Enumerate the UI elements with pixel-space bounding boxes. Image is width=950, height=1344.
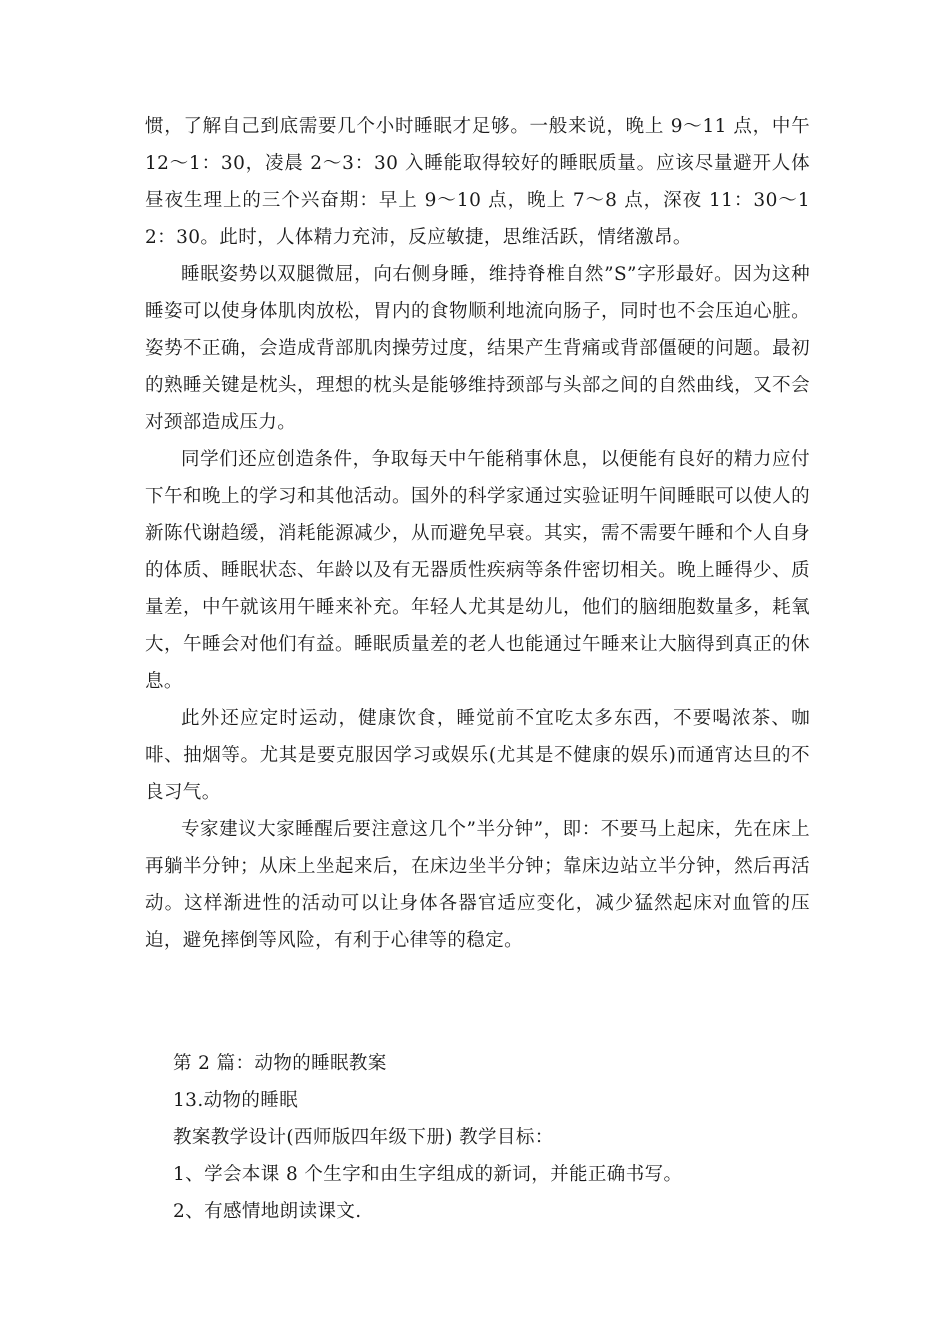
lesson-plan-section (173, 1045, 813, 1230)
paragraph-half-minute-advice: 专家建议大家睡醒后要注意这几个”半分钟”，即：不要马上起床，先在床上再躺半分钟；从床上坐起来后，在床边坐半分钟；靠床边站立半分钟，然后再活动。这样渐进性的活动可以让身体各器官适应变化，减少猛然起床对血管的压迫，避免摔倒等风险，有利于心律等的稳定。 (145, 819, 810, 951)
lesson-title: 13.动物的睡眠 (173, 1090, 299, 1111)
paragraph-exercise-diet: 此外还应定时运动，健康饮食，睡觉前不宜吃太多东西，不要喝浓茶、咖啡、抽烟等。尤其是要克服因学习或娱乐(尤其是不健康的娱乐)而通宵达旦的不良习气。 (145, 708, 810, 803)
section-heading: 第 2 篇：动物的睡眠教案 (173, 1053, 387, 1074)
paragraph-noon-nap: 同学们还应创造条件，争取每天中午能稍事休息，以便能有良好的精力应付下午和晚上的学习和其他活动。国外的科学家通过实验证明午间睡眠可以使人的新陈代谢趋缓，消耗能源减少，从而避免早衰。其实，需不需要午睡和个人自身的体质、睡眠状态、年龄以及有无器质性疾病等条件密切相关。晚上睡得少、质量差，中午就该用午睡来补充。年轻人尤其是幼儿，他们的脑细胞数量多，耗氧大，午睡会对他们有益。睡眠质量差的老人也能通过午睡来让大脑得到真正的休息。 (145, 449, 810, 692)
goal-item: 2、有感情地朗读课文. (173, 1201, 362, 1222)
goal-item: 1、学会本课 8 个生字和由生字组成的新词，并能正确书写。 (173, 1164, 683, 1185)
paragraph-sleep-times: 惯，了解自己到底需要几个小时睡眠才足够。一般来说，晚上 9～11 点，中午 12～1：30，凌晨 2～3：30 入睡能取得较好的睡眠质量。应该尽量避开人体昼夜生理上的三个兴奋期：早上 9～10 点，晚上 7～8 点，深夜 11：30～12：30。此时，人体精力充沛，反应敏捷，思维活跃，情绪激昂。 (145, 116, 810, 248)
paragraph-sleep-posture: 睡眠姿势以双腿微屈，向右侧身睡，维持脊椎自然”S”字形最好。因为这种睡姿可以使身体肌肉放松，胃内的食物顺利地流向肠子，同时也不会压迫心脏。姿势不正确，会造成背部肌肉操劳过度，结果产生背痛或背部僵硬的问题。最初的熟睡关键是枕头，理想的枕头是能够维持颈部与头部之间的自然曲线，又不会对颈部造成压力。 (145, 264, 810, 433)
design-line: 教案教学设计(西师版四年级下册) 教学目标： (173, 1127, 554, 1148)
document-body (145, 108, 810, 959)
